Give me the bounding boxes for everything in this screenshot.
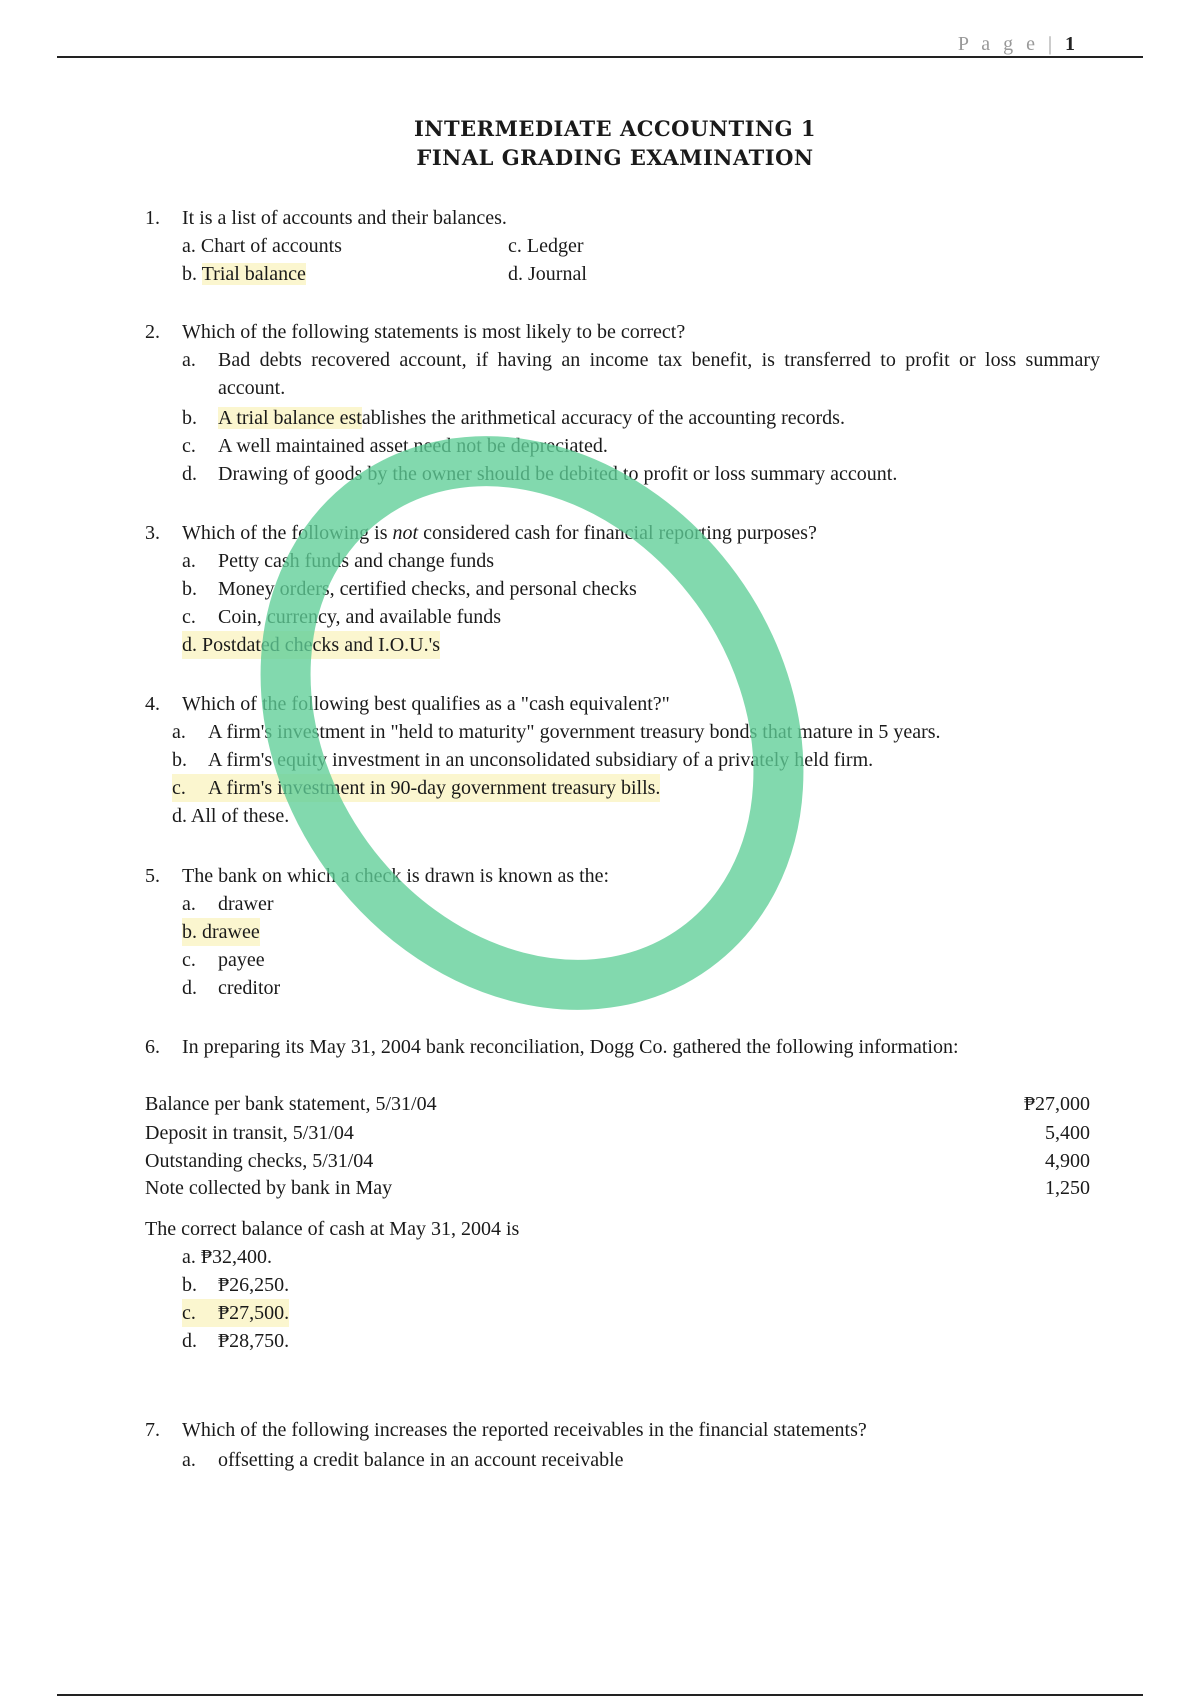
q1-option-c: c. Ledger (508, 235, 584, 257)
option-letter: a. (182, 349, 196, 371)
option-letter: a. (172, 721, 186, 743)
q4-option-c (172, 774, 660, 802)
option-letter: a. (182, 550, 196, 572)
option-text: A firm's investment in "held to maturity" government treasury bonds that mature in 5 years. (208, 721, 941, 743)
option-letter: b. (182, 263, 197, 285)
option-text: drawer (218, 893, 274, 915)
q1-option-b (182, 260, 306, 288)
question-text (182, 519, 817, 547)
option-text: offsetting a credit balance in an account receivable (218, 1449, 624, 1471)
q6-option-b (182, 1271, 289, 1299)
option-text: A firm's equity investment in an unconsolidated subsidiary of a privately held firm. (208, 749, 874, 771)
option-text: Money orders, certified checks, and personal checks (218, 578, 637, 600)
option-letter: c. (172, 777, 186, 799)
q3-option-c (182, 603, 501, 631)
q6-option-d (182, 1327, 289, 1355)
q7-option-a (182, 1446, 624, 1474)
q5-option-c (182, 946, 265, 974)
q5-option-b: b. drawee (182, 918, 260, 946)
recon-label: Note collected by bank in May (145, 1177, 393, 1199)
q6-prompt: The correct balance of cash at May 31, 2004 is (145, 1218, 520, 1240)
question-text: Which of the following statements is most likely to be correct? (182, 321, 686, 343)
recon-value: 5,400 (1045, 1122, 1090, 1144)
answer-highlight: A trial balance est (218, 407, 362, 429)
q2-option-d (182, 460, 897, 488)
option-text: A firm's investment in 90-day government treasury bills. (208, 777, 661, 799)
option-text: ₱26,250. (218, 1274, 290, 1296)
question-text: In preparing its May 31, 2004 bank reconciliation, Dogg Co. gathered the following information: (182, 1036, 959, 1058)
question-text-pre: Which of the following is (182, 522, 393, 544)
question-number: 4. (145, 693, 160, 715)
recon-value: ₱27,000 (1023, 1093, 1090, 1115)
question-number: 1. (145, 207, 160, 229)
option-text: Petty cash funds and change funds (218, 550, 495, 572)
page-title (0, 114, 1200, 172)
page-number-value: 1 (1065, 33, 1075, 55)
option-letter: c. (182, 435, 196, 457)
question-text-emphasis: not (392, 522, 419, 544)
option-letter: b. (182, 407, 197, 429)
option-letter: c. (182, 1302, 196, 1324)
recon-row (145, 1091, 1090, 1118)
question-number: 3. (145, 522, 160, 544)
footer-rule (57, 1694, 1143, 1696)
q5-option-a (182, 890, 274, 918)
q2-option-c (182, 432, 608, 460)
option-text: payee (218, 949, 265, 971)
option-text: A well maintained asset need not be depreciated. (218, 435, 608, 457)
q2-option-a (182, 346, 1100, 402)
q3-option-d: d. Postdated checks and I.O.U.'s (182, 631, 440, 659)
option-letter: c. (182, 606, 196, 628)
q3-option-b (182, 575, 637, 603)
question-number: 6. (145, 1036, 160, 1058)
recon-row (145, 1148, 1090, 1175)
option-text: ₱28,750. (218, 1330, 290, 1352)
option-text: Drawing of goods by the owner should be debited to profit or loss summary account. (218, 463, 898, 485)
q4-option-a (172, 718, 941, 746)
question-number: 7. (145, 1419, 160, 1441)
title-line-1: INTERMEDIATE ACCOUNTING 1 (413, 116, 816, 141)
q3-option-a (182, 547, 494, 575)
recon-value: 1,250 (1045, 1177, 1090, 1199)
option-letter: d. (182, 1330, 197, 1352)
recon-label: Outstanding checks, 5/31/04 (145, 1150, 374, 1172)
option-letter: b. (182, 578, 197, 600)
question-text-post: considered cash for financial reporting purposes? (418, 522, 817, 544)
q1-option-a: a. Chart of accounts (182, 235, 342, 257)
question-text: It is a list of accounts and their balances. (182, 207, 507, 229)
answer-highlight: Trial balance (201, 263, 306, 285)
recon-value: 4,900 (1045, 1150, 1090, 1172)
recon-label: Deposit in transit, 5/31/04 (145, 1122, 354, 1144)
page-label: P a g e | (957, 33, 1056, 55)
option-text: ₱27,500. (218, 1302, 290, 1324)
option-letter: b. (182, 1274, 197, 1296)
q4-option-b (172, 746, 873, 774)
q6-option-a: a. ₱32,400. (182, 1246, 272, 1268)
option-text: creditor (218, 977, 281, 999)
recon-row (145, 1120, 1090, 1147)
q5-option-d (182, 974, 280, 1002)
page-number (958, 33, 1075, 56)
question-number: 2. (145, 321, 160, 343)
option-letter: a. (182, 1449, 196, 1471)
option-text: Coin, currency, and available funds (218, 606, 502, 628)
question-number: 5. (145, 865, 160, 887)
recon-label: Balance per bank statement, 5/31/04 (145, 1093, 437, 1115)
option-letter: c. (182, 949, 196, 971)
q6-option-c (182, 1299, 289, 1327)
option-text: ablishes the arithmetical accuracy of the accounting records. (361, 407, 845, 429)
option-letter: b. (172, 749, 187, 771)
option-letter: d. (182, 463, 197, 485)
option-letter: a. (182, 893, 196, 915)
title-line-2: FINAL GRADING EXAMINATION (416, 145, 814, 170)
q1-option-d: d. Journal (508, 263, 587, 285)
recon-row (145, 1175, 1090, 1202)
question-text: The bank on which a check is drawn is known as the: (182, 865, 610, 887)
question-text: Which of the following increases the reported receivables in the financial statements? (182, 1419, 867, 1441)
option-letter: d. (182, 977, 197, 999)
q4-option-d: d. All of these. (172, 805, 290, 827)
option-text: Bad debts recovered account, if having an income tax benefit, is transferred to profit or loss summary account. (218, 349, 1100, 399)
header-rule (57, 56, 1143, 58)
question-text: Which of the following best qualifies as a "cash equivalent?" (182, 693, 670, 715)
q2-option-b (182, 404, 845, 432)
